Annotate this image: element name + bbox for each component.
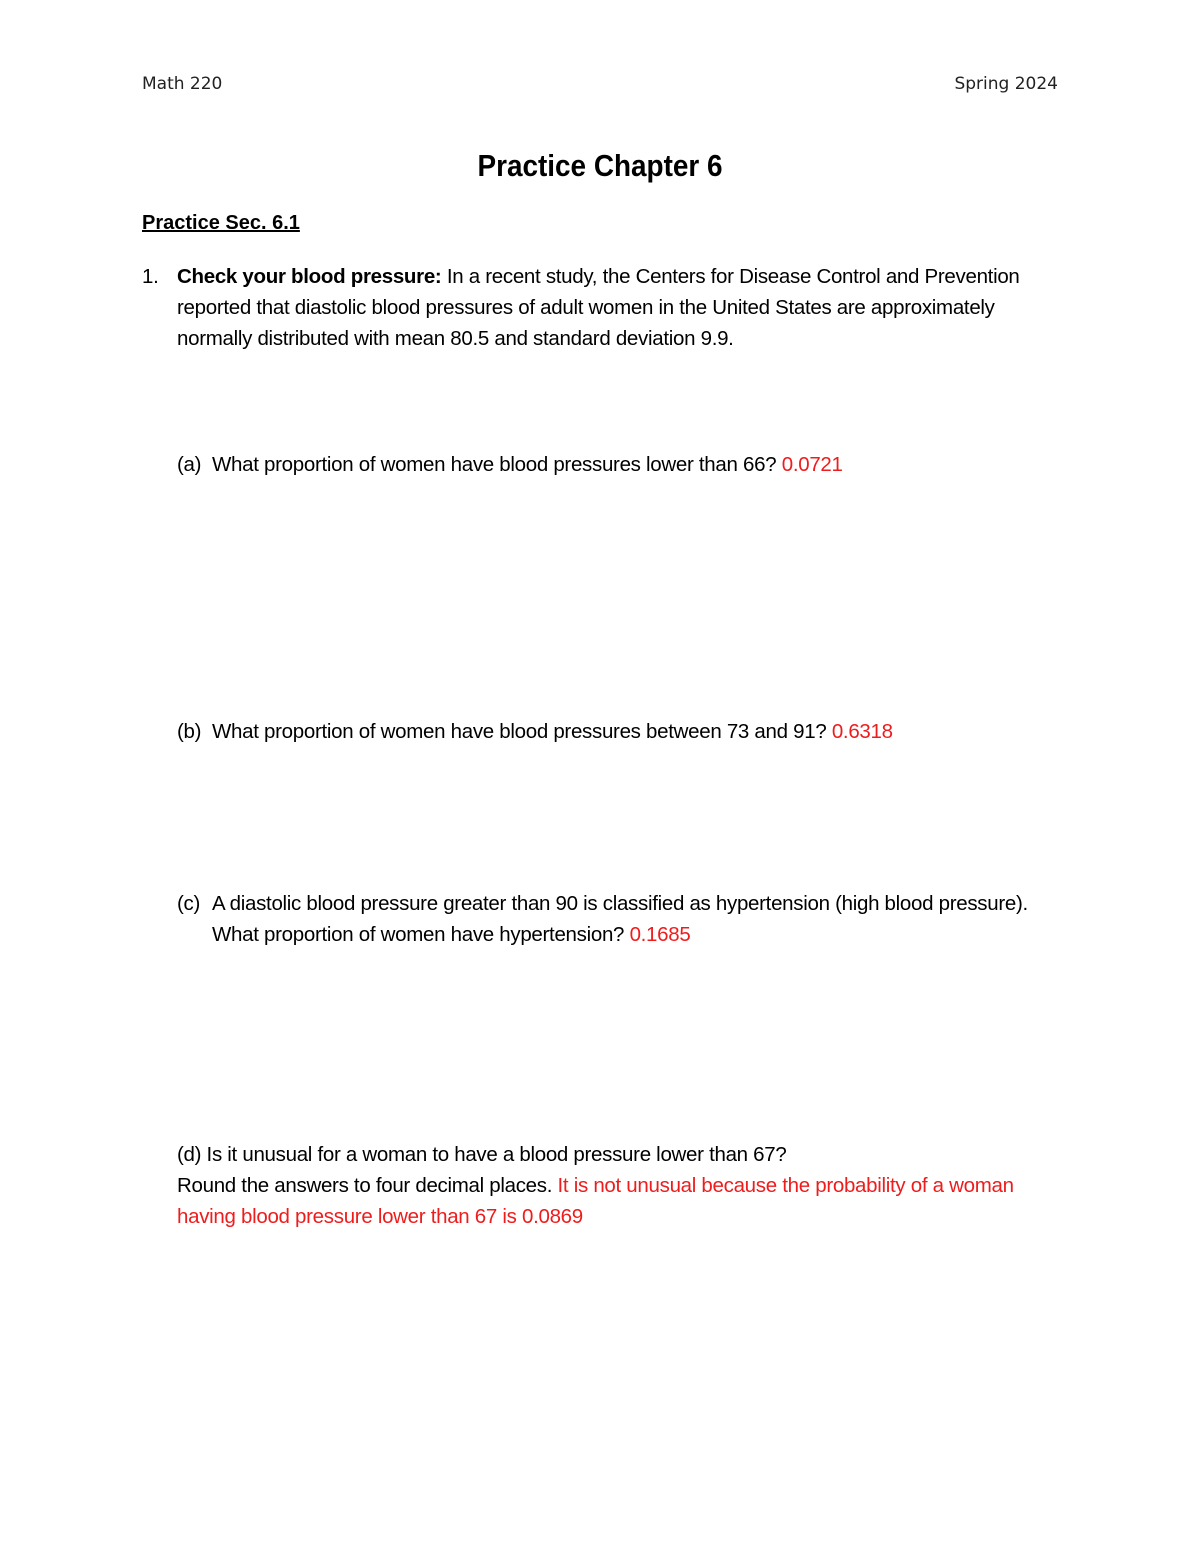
part-b-text: What proportion of women have blood pressures between 73 and 91? [212, 720, 832, 743]
part-a-text: What proportion of women have blood pressures lower than 66? [212, 453, 782, 476]
part-c-text: A diastolic blood pressure greater than 90 is classified as hypertension (high blood pressure). What proportion of women have hypertension? [212, 892, 1028, 946]
part-b-answer: 0.6318 [831, 720, 893, 743]
part-d [177, 1139, 1057, 1232]
question-lead: Check your blood pressure: [177, 265, 442, 288]
part-b [177, 716, 1057, 747]
question-stem [177, 261, 1057, 354]
part-b-label: (b) [177, 720, 202, 743]
part-c [177, 888, 1057, 950]
part-c-answer: 0.1685 [629, 923, 691, 946]
part-d-text: Is it unusual for a woman to have a blood pressure lower than 67? [201, 1143, 787, 1166]
course-header: Math 220 [142, 74, 223, 94]
part-d-label: (d) [177, 1143, 202, 1166]
part-c-label: (c) [177, 892, 201, 915]
part-a-answer: 0.0721 [781, 453, 843, 476]
question-number: 1. [142, 265, 159, 288]
term-header: Spring 2024 [954, 74, 1058, 94]
part-d-answer: It is not unusual because the probability of a woman having blood pressure lower than 67 is 0.0869 [177, 1174, 1014, 1228]
question-stem-text: In a recent study, the Centers for Disease Control and Prevention reported that diastolic blood pressures of adult women in the United States are approximately normally distributed with mean 80.5 and standard deviation 9.9. [177, 265, 1020, 350]
part-a-label: (a) [177, 453, 202, 476]
part-d-instruction: Round the answers to four decimal places. [177, 1174, 558, 1197]
part-a [177, 449, 1057, 480]
page-title: Practice Chapter 6 [477, 148, 723, 183]
section-heading: Practice Sec. 6.1 [142, 212, 300, 234]
